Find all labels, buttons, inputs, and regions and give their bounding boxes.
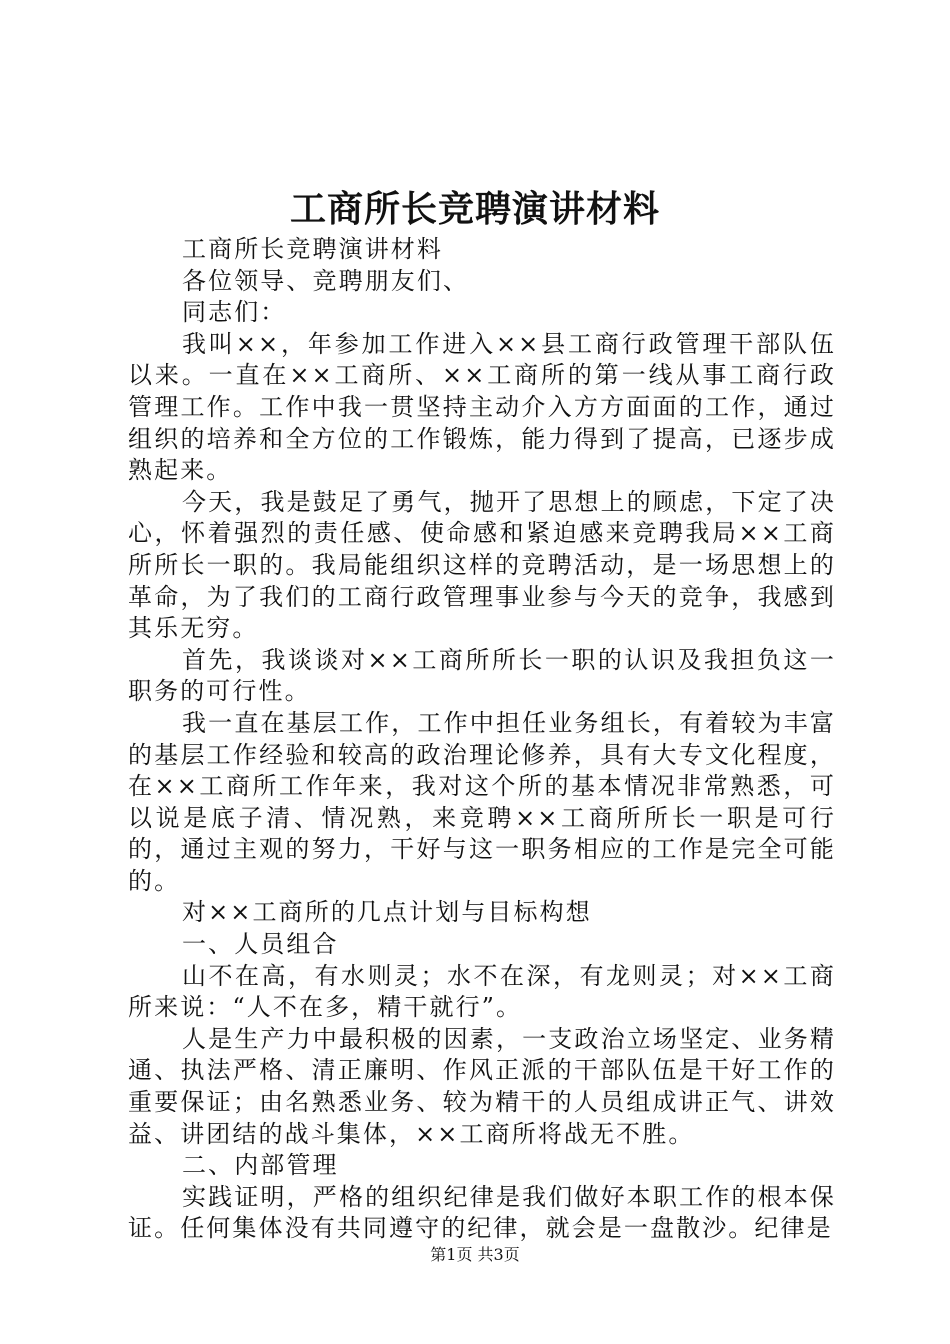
paragraph-understanding: 首先，我谈谈对××工商所所长一职的认识及我担负这一职务的可行性。 bbox=[128, 645, 836, 706]
section-heading-personnel: 一、人员组合 bbox=[182, 930, 339, 959]
paragraph-plan-heading: 对××工商所的几点计划与目标构想 bbox=[182, 898, 592, 927]
paragraph-introduction: 我叫××，年参加工作进入××县工商行政管理干部队伍以来。一直在××工商所、××工商所的第一线从事工商行政管理工作。工作中我一贯坚持主动介入方方面面的工作，通过组织的培养和全方位的工作锻炼，能力得到了提高，已逐步成熟起来。 bbox=[128, 329, 836, 485]
paragraph-management-detail: 实践证明，严格的组织纪律是我们做好本职工作的根本保证。任何集体没有共同遵守的纪律，就会是一盘散沙。纪律是 bbox=[128, 1182, 836, 1243]
paragraph-personnel-saying: 山不在高，有水则灵；水不在深，有龙则灵；对××工商所来说：“人不在多，精干就行”。 bbox=[128, 961, 836, 1022]
document-title: 工商所长竞聘演讲材料 bbox=[289, 188, 660, 230]
section-heading-management: 二、内部管理 bbox=[182, 1151, 339, 1180]
paragraph-personnel-detail: 人是生产力中最积极的因素，一支政治立场坚定、业务精通、执法严格、清正廉明、作风正派的干部队伍是干好工作的重要保证；由名熟悉业务、较为精干的人员组成讲正气、讲效益、讲团结的战斗集体，××工商所将战无不胜。 bbox=[128, 1024, 836, 1148]
paragraph-motivation: 今天，我是鼓足了勇气，抛开了思想上的顾虑，下定了决心，怀着强烈的责任感、使命感和紧迫感来竞聘我局××工商所所长一职的。我局能组织这样的竞聘活动，是一场思想上的革命，为了我们的工商行政管理事业参与今天的竞争，我感到其乐无穷。 bbox=[128, 487, 836, 643]
paragraph-salutation-2: 同志们： bbox=[182, 298, 287, 327]
paragraph-salutation-1: 各位领导、竞聘朋友们、 bbox=[182, 266, 470, 295]
paragraph-subtitle: 工商所长竞聘演讲材料 bbox=[182, 235, 443, 263]
page-number-footer: 第1页 共3页 bbox=[430, 1245, 520, 1264]
document-body bbox=[128, 234, 836, 1245]
paragraph-experience: 我一直在基层工作，工作中担任业务组长，有着较为丰富的基层工作经验和较高的政治理论修养，具有大专文化程度，在××工商所工作年来，我对这个所的基本情况非常熟悉，可以说是底子清、情况熟，来竞聘××工商所所长一职是可行的，通过主观的努力，干好与这一职务相应的工作是完全可能的。 bbox=[128, 708, 836, 895]
